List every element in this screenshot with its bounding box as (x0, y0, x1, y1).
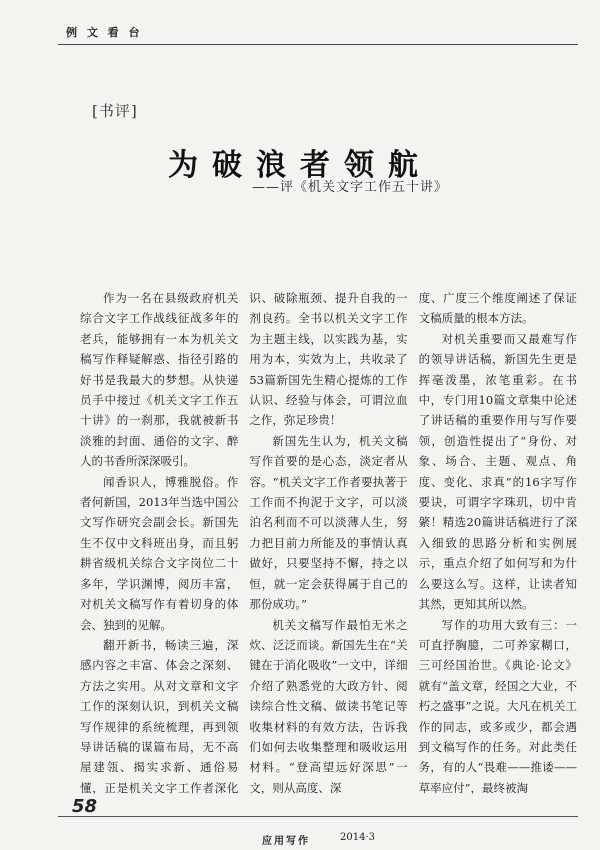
page-number: 58 (72, 796, 98, 817)
paragraph: 闻香识人，博雅脱俗。作者何新国，2013年当选中国公文写作研究会副会长。新国先生不仅中文科班出身，而且躬耕省级机关综合文字岗位二十多年，学识渊博，阅历丰富，对机关文稿写作有着切身的体会、独到的见解。 (80, 474, 239, 632)
text-column-1 (80, 288, 238, 794)
column-header-label: 例 文 看 台 (66, 26, 143, 39)
paragraph: 作为一名在县级政府机关综合文字工作战线征战多年的老兵，能够拥有一本为机关文稿写作释疑解惑、指径引路的好书是我最大的梦想。从快递员手中接过《机关文字工作五十讲》的一刹那，我就被新书淡雅的封面、通俗的文字、醉人的书香所深深吸引。 (80, 291, 239, 469)
paragraph: 新国先生认为，机关文稿写作首要的是心态，淡定者从容。“机关文字工作者要执著于工作而不拘泥于文字，可以淡泊名利而不可以淡薄人生，努力把目前力所能及的事情认真做好，只要坚持不懈，持之以恒，就一定会获得属于自己的那份成功。” (249, 433, 408, 612)
section-tag: [书评] (92, 102, 138, 120)
paragraph: 机关文稿写作最怕无米之炊、泛泛而谈。新国先生在“关键在于消化吸收”一文中，详细介绍了熟悉党的大政方针、阅读综合性文稿、做读书笔记等收集材料的有效方法，告诉我们如何去收集整理和吸收运用材料。“登高望远好深思”一文，则从高度、深 (249, 617, 408, 794)
paragraph: 翻开新书，畅读三遍，深感内容之丰富、体会之深刻、方法之实用。从对文章和文字工作的深刻认识，到机关文稿写作规律的系统梳理，再到领导讲话稿的谋篇布局，无不高屋建瓴、揭实求新、通俗易懂，正是机关文字工作者深化 (80, 637, 239, 794)
header-divider (58, 44, 578, 45)
paragraph: 识、破除瓶颈、提升自我的一剂良药。全书以机关文字工作为主题主线，以实践为基，实用为本，实效为上，共收录了53篇新国先生精心提炼的工作认识、经验与体会，可谓泣血之作，弥足珍贵！ (249, 291, 408, 428)
article-subtitle: ——评《机关文字工作五十讲》 (252, 180, 449, 195)
text-column-3 (419, 288, 577, 794)
article-title: 为破浪者领航 (168, 148, 432, 183)
paragraph: 写作的功用大致有三：一可直抒胸臆，二可养家糊口，三可经国治世。《典论·论文》就有“盖文章，经国之大业，不朽之盛事”之说。大凡在机关工作的同志，或多或少，都会遇到文稿写作的任务。对此类任务，有的人“畏难——推诿——草率应付”，最终被淘 (418, 617, 577, 794)
text-column-2 (249, 288, 407, 794)
paragraph: 度、广度三个维度阐述了保证文稿质量的根本方法。 (418, 291, 577, 326)
article-body (80, 288, 577, 794)
paragraph: 对机关重要而又最难写作的领导讲话稿，新国先生更是挥毫泼墨，浓笔重彩。在书中，专门用10篇文章集中论述了讲话稿的重要作用与写作要领，创造性提出了“身份、对象、场合、主题、观点、角度、变化、求真”的16字写作要诀，可谓字字珠玑，切中肯綮！精选20篇讲话稿进行了深入细致的思路分析和实例展示，重点介绍了如何写和为什么要这么写。这样，让读者知其然，更知其所以然。 (418, 331, 577, 612)
footer-divider (58, 816, 578, 817)
issue-number: 2014·3 (340, 832, 375, 843)
journal-name: 应用写作 (262, 836, 310, 847)
